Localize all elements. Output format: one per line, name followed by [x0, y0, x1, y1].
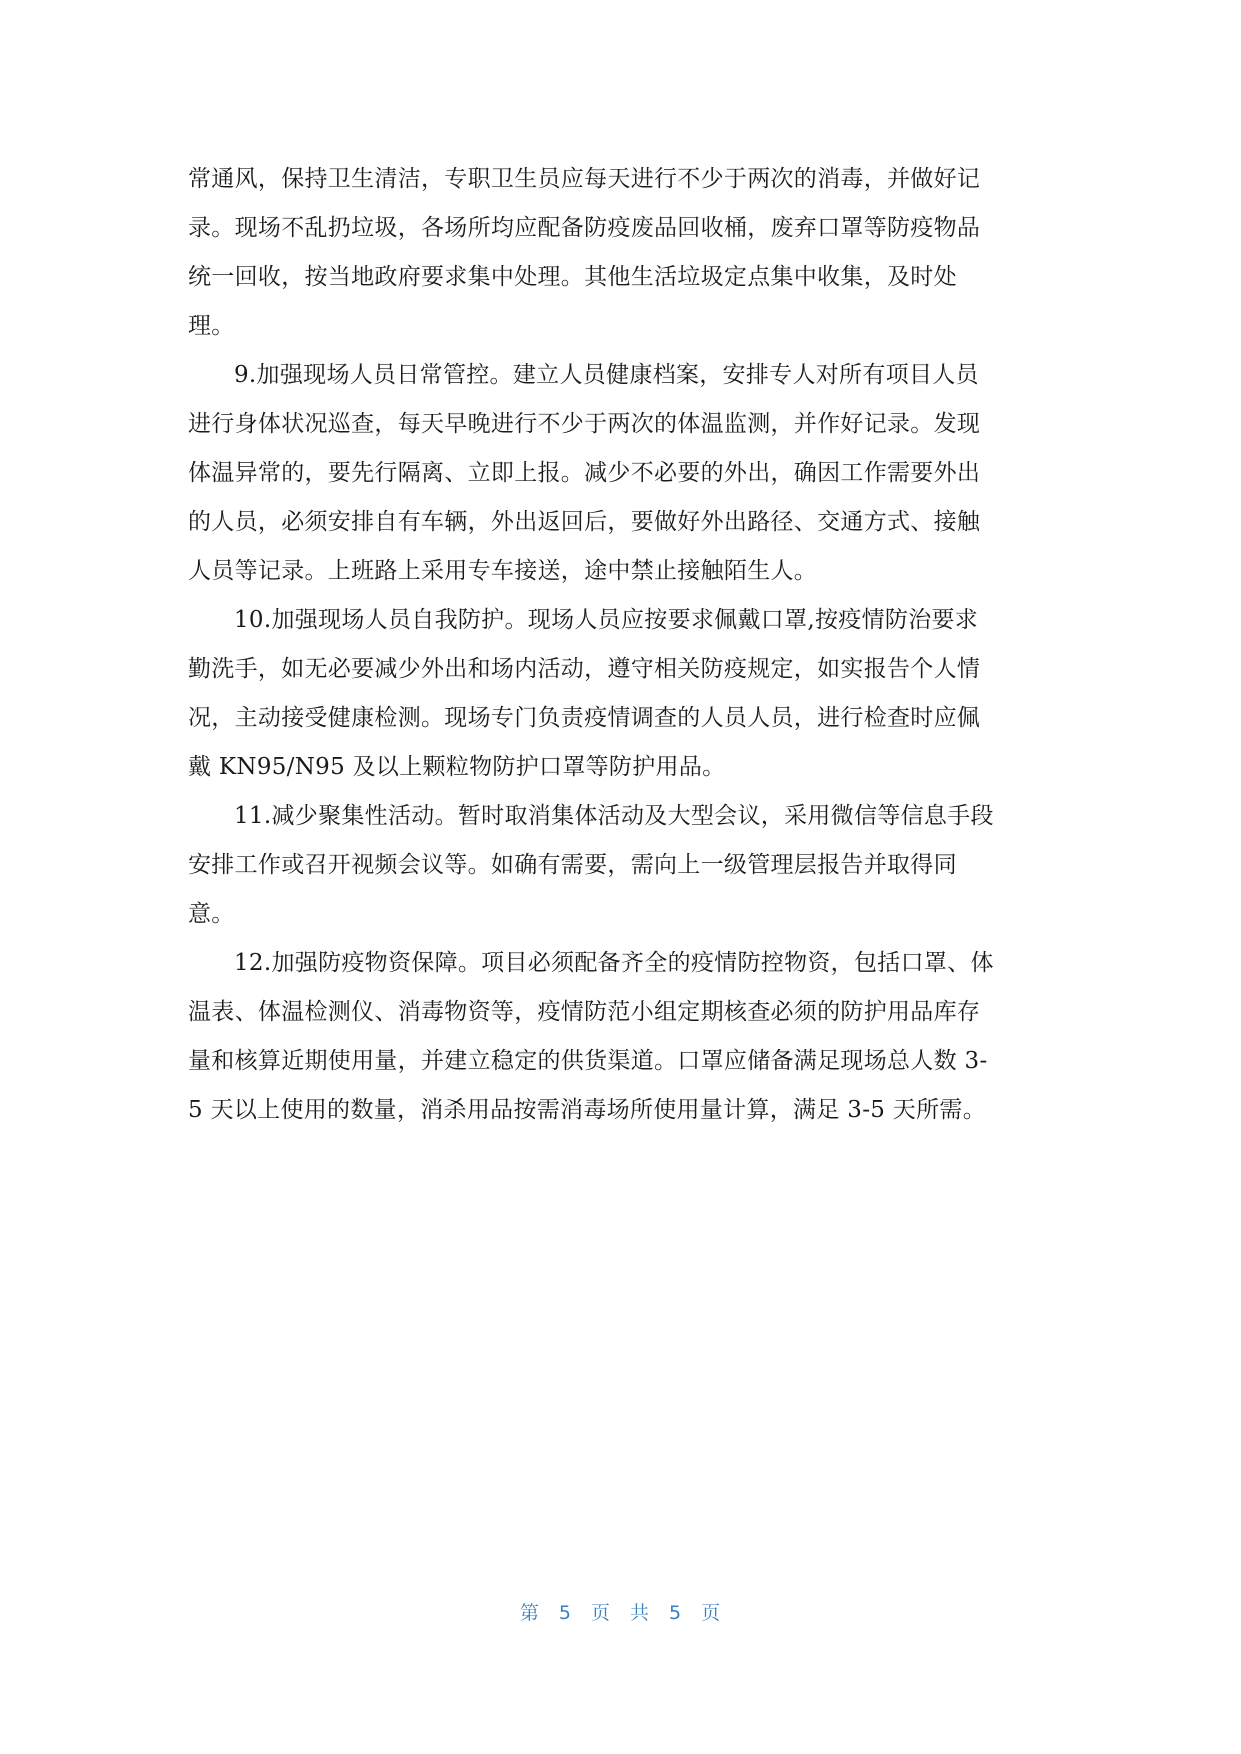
text-line: 温表、体温检测仪、消毒物资等，疫情防范小组定期核查必须的防护用品库存: [188, 999, 981, 1025]
text-line: 的人员，必须安排自有车辆，外出返回后，要做好外出路径、交通方式、接触: [188, 509, 981, 535]
text-line: 人员等记录。上班路上采用专车接送，途中禁止接触陌生人。: [188, 558, 818, 584]
text-line: 理。: [188, 313, 235, 339]
page-number-label: 第 5 页 共 5 页: [519, 1602, 722, 1624]
text-line: 5 天以上使用的数量，消杀用品按需消毒场所使用量计算，满足 3-5 天所需。: [188, 1097, 987, 1123]
text-line: 录。现场不乱扔垃圾，各场所均应配备防疫废品回收桶，废弃口罩等防疫物品: [188, 215, 981, 241]
text-line: 安排工作或召开视频会议等。如确有需要，需向上一级管理层报告并取得同: [188, 852, 957, 878]
text-line: 量和核算近期使用量，并建立稳定的供货渠道。口罩应储备满足现场总人数 3-: [188, 1048, 988, 1074]
text-line: 10.加强现场人员自我防护。现场人员应按要求佩戴口罩,按疫情防治要求: [234, 607, 979, 633]
text-line: 进行身体状况巡查，每天早晚进行不少于两次的体温监测，并作好记录。发现: [188, 411, 981, 437]
paragraph-item-10: [188, 596, 1053, 792]
text-line: 常通风，保持卫生清洁，专职卫生员应每天进行不少于两次的消毒，并做好记: [188, 166, 981, 192]
text-line: 意。: [188, 901, 235, 927]
text-line: 戴 KN95/N95 及以上颗粒物防护口罩等防护用品。: [188, 754, 726, 780]
text-line: 12.加强防疫物资保障。项目必须配备齐全的疫情防控物资，包括口罩、体: [234, 950, 994, 976]
document-body: [188, 155, 1053, 1135]
text-line: 体温异常的，要先行隔离、立即上报。减少不必要的外出，确因工作需要外出: [188, 460, 981, 486]
paragraph-item-12: [188, 939, 1053, 1135]
paragraph-item-11: [188, 792, 1053, 939]
paragraph-item-9: [188, 351, 1053, 596]
text-line: 11.减少聚集性活动。暂时取消集体活动及大型会议，采用微信等信息手段: [234, 803, 994, 829]
page-footer: [0, 1598, 1241, 1625]
paragraph-continuation: [188, 155, 1053, 351]
text-line: 统一回收，按当地政府要求集中处理。其他生活垃圾定点集中收集，及时处: [188, 264, 957, 290]
text-line: 9.加强现场人员日常管控。建立人员健康档案，安排专人对所有项目人员: [234, 362, 979, 388]
text-line: 况，主动接受健康检测。现场专门负责疫情调查的人员人员，进行检查时应佩: [188, 705, 981, 731]
text-line: 勤洗手，如无必要减少外出和场内活动，遵守相关防疫规定，如实报告个人情: [188, 656, 981, 682]
